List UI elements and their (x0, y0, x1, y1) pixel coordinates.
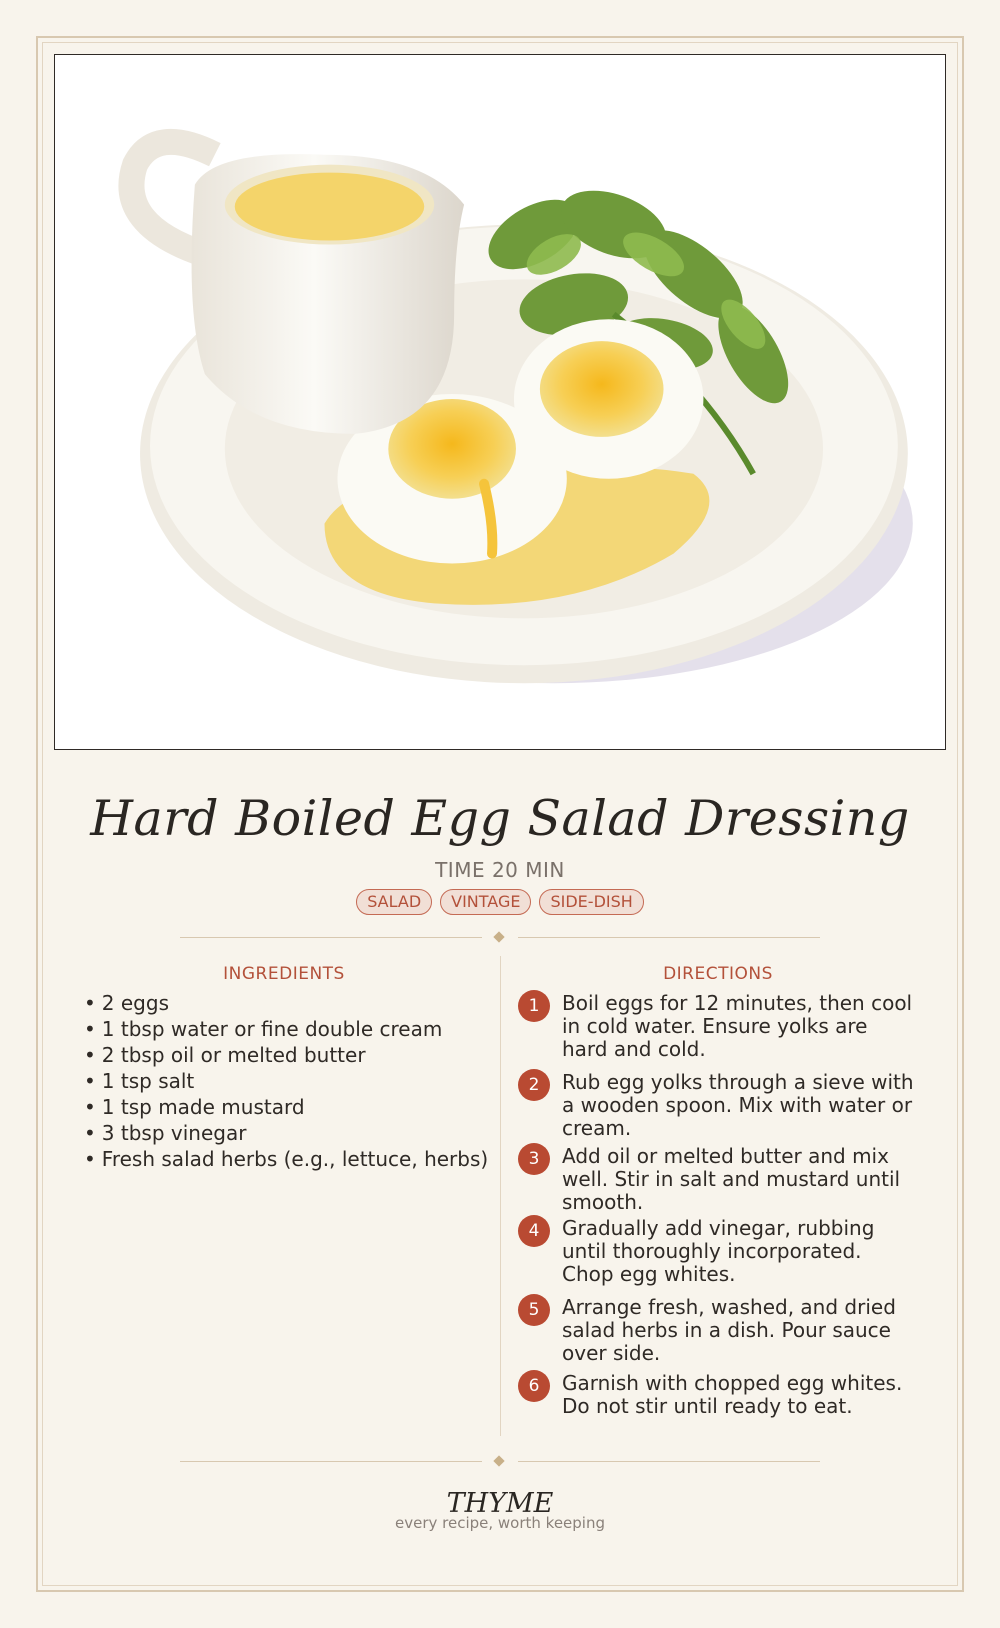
directions-heading: DIRECTIONS (663, 964, 773, 984)
step-number-badge: 4 (518, 1215, 550, 1247)
ingredient-item: • 2 tbsp oil or melted butter (84, 1042, 484, 1068)
column-divider (500, 956, 501, 1436)
step-number-badge: 3 (518, 1143, 550, 1175)
tag-list (0, 889, 1000, 915)
ingredient-item: • Fresh salad herbs (e.g., lettuce, herbs) (84, 1146, 484, 1172)
ingredient-list (84, 990, 489, 1172)
step-text: Garnish with chopped egg whites. Do not stir until ready to eat. (562, 1371, 903, 1418)
ingredient-item: • 1 tsp salt (84, 1068, 484, 1094)
cook-time: TIME 20 MIN (435, 858, 565, 882)
tag-salad[interactable]: SALAD (356, 889, 432, 915)
ingredients-heading: INGREDIENTS (223, 964, 345, 984)
recipe-photo (54, 54, 946, 750)
diamond-icon (493, 1455, 504, 1466)
step-text: Arrange fresh, washed, and dried salad herbs in a dish. Pour sauce over side. (562, 1295, 896, 1365)
step-number-badge: 1 (518, 990, 550, 1022)
ingredient-item: • 1 tbsp water or fine double cream (84, 1016, 484, 1042)
bottom-divider (180, 1455, 820, 1467)
tag-side-dish[interactable]: SIDE-DISH (539, 889, 643, 915)
step-number-badge: 2 (518, 1069, 550, 1101)
step-text: Add oil or melted butter and mix well. Stir in salt and mustard until smooth. (562, 1144, 901, 1214)
ingredient-item: • 2 eggs (84, 990, 484, 1016)
ingredient-item: • 3 tbsp vinegar (84, 1120, 484, 1146)
top-divider (180, 931, 820, 943)
step-text: Boil eggs for 12 minutes, then cool in cold water. Ensure yolks are hard and cold. (562, 991, 913, 1061)
diamond-icon (493, 931, 504, 942)
tag-vintage[interactable]: VINTAGE (440, 889, 531, 915)
recipe-title: Hard Boiled Egg Salad Dressing (90, 790, 910, 847)
step-number-badge: 5 (518, 1294, 550, 1326)
step-number-badge: 6 (518, 1370, 550, 1402)
brand-name: THYME (446, 1488, 554, 1519)
ingredient-item: • 1 tsp made mustard (84, 1094, 484, 1120)
brand-tagline: every recipe, worth keeping (394, 1514, 605, 1532)
step-text: Gradually add vinegar, rubbing until thoroughly incorporated. Chop egg whites. (562, 1216, 875, 1286)
step-text: Rub egg yolks through a sieve with a wooden spoon. Mix with water or cream. (562, 1070, 914, 1140)
